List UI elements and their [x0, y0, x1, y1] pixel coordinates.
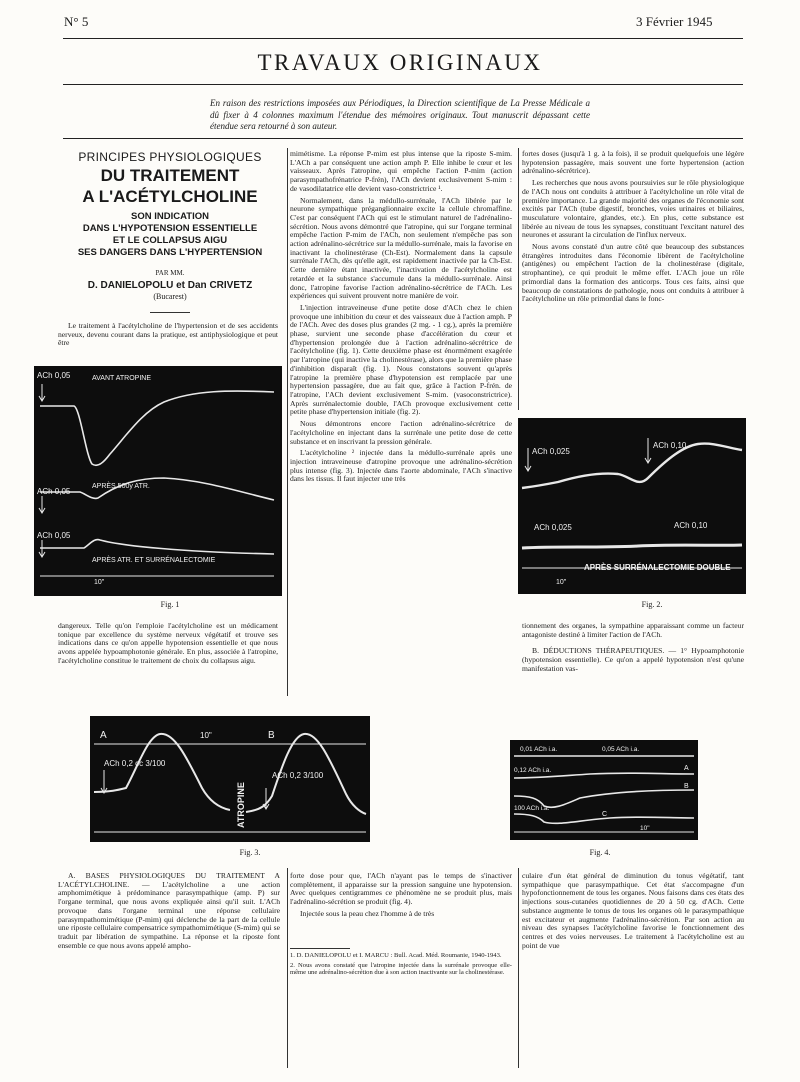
column-2: [290, 150, 512, 698]
figure-4-caption: Fig. 4.: [589, 848, 611, 857]
paragraph: dangereux. Telle qu'on l'emploie l'acétylcholine est un médicament tonique par excellence du système nerveux végétatif et trouve ses indications dans ce qu'on appelle hypotension essentielle et que nous avons appelée hypoamphotonie générale. En plus, associée à l'atropine, l'acétylcholine constitue le traitement de choix du collapsus aigu.: [58, 622, 278, 665]
issue-number: N° 5: [64, 14, 89, 29]
paragraph: L'injection intraveineuse d'une petite dose d'ACh chez le chien provoque une inhibition du cœur et des vaisseaux due à l'action amph. P de l'ACh. Avec des doses plus grandes (2 mg. - 1 cg.), après la première phase, survient une seconde phase d'accélération du cœur et d'hypertension prolongée due à l'action adrénalino-sécrétrice de l'acétylcholine (fig. 1). Cette deuxième phase est énormément exagérée par l'atropine (qui inactive la cholinestérase), alors que la première phase d'inhibition disparaît (fig. 1). Nous constatons souvent qu'après l'atropine la première phase d'hypotension est remplacée par une hypertension passagère, due au fait que, grâce à l'action P-frén. de l'atropine, l'ACh devient exclusivement S-mim. (vasoconstrictrice). Après surrénalectomie double, l'ACh provoque exclusivement cette petite phase d'hypertension initiale (fig. 2).: [290, 302, 512, 417]
fig1-label: ACh 0,05: [37, 371, 71, 380]
section-title: TRAVAUX ORIGINAUX: [257, 50, 543, 75]
paragraph: fortes doses (jusqu'à 1 g. à la fois), il se produit quelquefois une légère hypotension passagère, mais souvent une forte hypertension (action adrénalino-sécrétrice).: [522, 150, 744, 176]
fig2-label: 10": [556, 579, 567, 586]
fig1-label: APRÈS ATR. ET SURRÉNALECTOMIE: [92, 557, 216, 564]
bottom-column-3: [522, 872, 744, 1072]
fig1-trace: [40, 391, 274, 465]
paragraph: Injectée sous la peau chez l'homme à de très: [300, 908, 435, 918]
article-subtitle: SON INDICATION: [131, 211, 209, 222]
fig3-label: 10": [200, 731, 212, 740]
column-divider: [287, 868, 288, 1068]
fig2-label: APRÈS SURRÉNALECTOMIE DOUBLE: [584, 563, 731, 572]
article-subtitle: ET LE COLLAPSUS AIGU: [112, 235, 228, 246]
article-subtitle: DANS L'HYPOTENSION ESSENTIELLE: [82, 223, 258, 234]
title-separator: [150, 312, 190, 313]
fig4-label: 0,05 ACh i.a.: [602, 746, 640, 753]
article-title-line2: DU TRAITEMENT: [100, 166, 240, 185]
fig3-label: A: [100, 730, 107, 741]
figure-4: [510, 740, 698, 840]
bottom-column-2: [290, 872, 512, 934]
figure-1: [34, 366, 282, 596]
column-3-continued: [522, 622, 744, 702]
fig1-label: APRÈS 500y ATR.: [92, 483, 150, 490]
fig4-label: 0,12 ACh i.a.: [514, 767, 552, 774]
fig4-label: 100 ACh i.a.: [514, 805, 550, 812]
fig4-label: 0,01 ACh i.a.: [520, 746, 558, 753]
column-1-continued: [58, 622, 278, 702]
article-subtitle: SES DANGERS DANS L'HYPERTENSION: [77, 247, 263, 258]
fig1-trace: [40, 540, 274, 554]
fig4-label: C: [602, 811, 608, 818]
bottom-column-1: [58, 872, 280, 1072]
fig2-trace: [522, 545, 742, 548]
fig2-label: ACh 0,025: [534, 523, 572, 532]
fig1-label: 10": [94, 579, 105, 586]
figure-2: [518, 418, 746, 594]
column-1-intro: [58, 322, 278, 360]
fig4-label: 10": [640, 825, 650, 832]
fig1-trace: [40, 478, 274, 500]
fig3-label: ACh 0,2 3/100: [272, 771, 324, 780]
article-title-line3: A L'ACÉTYLCHOLINE: [82, 187, 258, 206]
fig3-label: ACh 0,2 cc 3/100: [104, 759, 166, 768]
paragraph: A. BASES PHYSIOLOGIQUES DU TRAITEMENT A L'ACÉTYLCHOLINE. — L'acétylcholine a une action amphomimétique à prédominance parasympathique (amp. P) sur l'organe terminal, que nous avons expliquée ainsi qu'il suit. L'ACh provoque dans l'organe terminal une réponse cellulaire parasympathomimétique (P-mim) qui déclenche de la part de la cellule une riposte cellulaire compensatrice sympathomimétique (S-mim) qui se traduit par libération de sympathine. La réponse et la riposte font ensemble ce que nous avons appelé ampho-: [58, 872, 280, 950]
paragraph: culaire d'un état général de diminution du tonus végétatif, tant sympathique que parasympathique. Cet état s'accompagne d'un hypofonctionnement de tous les organes. Nous faisons dans ces états des injections sous-cutanées quotidiennes de 20 à 50 cg. d'ACh. Cette substance augmente le tonus de tous les organes où le parasympathique est excitateur et augmente l'adrénalino-sécrétion. Par son action au niveau des synapses l'acétylcholine favorise le fonctionnement des centres et des voies nerveuses. Le traitement à l'acétylcholine est au point de vue: [522, 872, 744, 950]
fig1-arrow: [39, 496, 45, 513]
figure-3: [90, 716, 370, 842]
footnotes: [290, 952, 512, 977]
paragraph: Normalement, dans la médullo-surrénale, l'ACh libérée par le neurone sympathique préganglionnaire excite la cellule chromaffine. C'est par conséquent l'ACh qui est le stimulant naturel de l'adrénalino-sécrétion. Nous avons démontré que l'atropine, qui sur l'organe terminal empêche l'action P-mim de l'ACh, non seulement n'empêche pas son action adrénalino-sécrétrice sur la médullo-surrénale, mais la favorise en inactivant la cholinestérase (Ch-Est). Normalement dans la capsule surrénale l'ACh, dès qu'elle agit, est rapidement inactivée par la Ch-Est. Cette dernière étant inactivée, l'inactivation de l'acétylcholine est retardée et la substance s'accumule dans la médullo-surrénale. Ainsi donc, l'atropine favorise l'action adrénalino-sécrétrice de l'ACh. Les expériences qui suivent prouvent notre manière de voir.: [290, 195, 512, 301]
fig2-label: ACh 0,10: [674, 521, 708, 530]
article-authors: D. DANIELOPOLU et Dan CRIVETZ: [87, 280, 253, 291]
title-rule: [63, 84, 743, 85]
figure-1-caption: Fig. 1: [160, 600, 180, 609]
article-title-line1: PRINCIPES PHYSIOLOGIQUES: [78, 150, 262, 164]
notice-rule: [63, 138, 743, 139]
fig4-label: B: [684, 783, 689, 790]
fig3-label: ATROPINE: [236, 782, 246, 828]
paragraph: L'acétylcholine ² injectée dans la médullo-surrénale après une injection intraveineuse d'atropine provoque une adrénalino-sécrétion plus intense (fig. 3). Injectée dans l'aorte abdominale, l'ACh s'inactive dans les tissus. Il faut injecter une très: [290, 448, 512, 484]
editorial-notice: En raison des restrictions imposées aux Périodiques, la Direction scientifique de La Presse Médicale a dû fixer à 4 colonnes maximum l'étendue des mémoires originaux. Tout manuscrit dépassant cette étendue sera retourné à son auteur.: [210, 98, 590, 131]
paragraph: tionnement des organes, la sympathine apparaissant comme un facteur antagoniste destiné à limiter l'action de l'ACh.: [522, 622, 744, 639]
column-3-top: [522, 150, 744, 412]
fig1-arrow: [39, 384, 45, 401]
footnote-2: 2. Nous avons constaté que l'atropine injectée dans la surrénale provoque elle-même une adrénalino-sécrétion due à son action inactivante sur la cholinestérase.: [290, 961, 512, 977]
figure-2-caption: Fig. 2.: [641, 600, 663, 609]
paragraph: Le traitement à l'acétylcholine de l'hypertension et de ses accidents nerveux, devenu courant dans la pratique, est antiphysiologique et peut être: [58, 322, 278, 348]
paragraph: mimétisme. La réponse P-mim est plus intense que la riposte S-mim. L'ACh a par conséquent une action amph P. Elle inhibe le cœur et les vaisseaux. Après l'atropine, qui empêche l'action P-mim (action parasympathofrénatrice P-frén), l'ACh devient exclusivement S-mim : de vasodilatatrice elle devient vaso-constrictrice ¹.: [290, 150, 512, 193]
fig3-trace: [94, 734, 230, 810]
fig2-arrow: [645, 438, 651, 463]
issue-date: 3 Février 1945: [636, 14, 713, 29]
header-rule: [63, 38, 743, 39]
fig2-label: ACh 0,10: [653, 441, 687, 450]
byline-prefix: PAR MM.: [155, 269, 185, 277]
column-divider: [518, 868, 519, 1068]
fig3-label: B: [268, 730, 275, 741]
paragraph: Les recherches que nous avons poursuivies sur le rôle physiologique de l'ACh nous ont conduits à attribuer à l'acétylcholine un rôle vital de première importance. La grande majorité des organes de l'économie sont excités par l'ACh (tube digestif, bronches, voies urinaires et biliaires, musculature volontaire, glandes, etc.). En plus, cette substance est libérée au niveau de tous les synapses, constituant l'excitant naturel des neurones et assurant la circulation de l'influx nerveux.: [522, 178, 744, 240]
column-divider: [518, 148, 519, 410]
fig1-label: ACh 0,05: [37, 531, 71, 540]
fig4-label: A: [684, 765, 689, 772]
figure-3-caption: Fig. 3.: [239, 848, 261, 857]
author-city: (Bucarest): [153, 292, 187, 301]
fig2-arrow: [525, 448, 531, 471]
fig3-arrow: [101, 770, 107, 793]
article-title-block: [55, 150, 285, 301]
footnote-1: 1. D. DANIELOPOLU et I. MARCU : Bull. Acad. Méd. Roumanie, 1940-1943.: [290, 952, 502, 959]
paragraph: Nous avons constaté d'un autre côté que beaucoup des substances étrangères introduites dans l'économie libèrent de l'acétylcholine (antigènes) ou empêchent l'action de la cholinestérase (digitale, strophantine), ce qui produit le même effet. L'ACh joue un rôle primordial dans la formation des anticorps. Tous ces faits, ainsi que beaucoup de constatations de pathologie, nous ont conduits à attribuer à l'acétylcholine un rôle primordial dans le fonc-: [522, 242, 744, 304]
fig1-label: AVANT ATROPINE: [92, 375, 151, 382]
fig3-arrow: [263, 788, 269, 809]
column-divider: [287, 148, 288, 696]
fig1-label: ACh 0,05: [37, 487, 71, 496]
footnote-rule: [290, 948, 350, 949]
paragraph: forte dose pour que, l'ACh n'ayant pas le temps de s'inactiver complètement, il apparaisse sur la pression sanguine une hypotension. Avec quelques centigrammes ce phénomène ne se produit plus, mais l'adrénalino-sécrétion se produit (fig. 4).: [290, 872, 512, 907]
paragraph: B. DÉDUCTIONS THÉRAPEUTIQUES. — 1° Hypoamphotonie (hypotension essentielle). Ce qu'on a appelé hypotension n'est qu'une manifestation vas-: [522, 646, 744, 673]
paragraph: Nous démontrons encore l'action adrénalino-sécrétrice de l'acétylcholine en injectant dans la surrénale une petite dose de cette substance et en inscrivant la pression générale.: [290, 419, 512, 446]
fig2-label: ACh 0,025: [532, 447, 570, 456]
